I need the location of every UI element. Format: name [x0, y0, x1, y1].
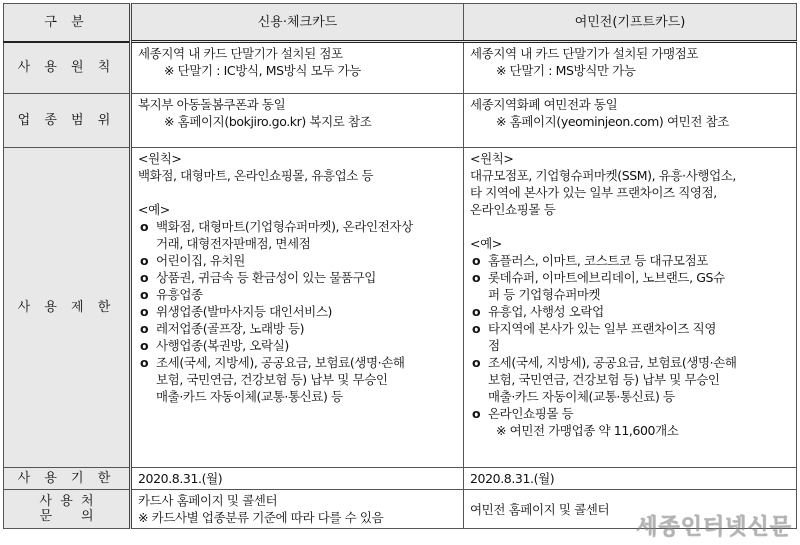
note-line: ※ 홈페이지(yeominjeon.com) 여민전 참조: [496, 114, 729, 129]
row-usage-principle: [4, 42, 797, 94]
example-title: <예>: [470, 236, 502, 251]
principle-text: 백화점, 대형마트, 온라인쇼핑몰, 유흥업소 등: [138, 168, 374, 183]
list-item: o 어린이집, 유치원: [138, 252, 457, 269]
list-item: o 유흥업, 사행성 오락업: [470, 303, 790, 320]
list-item: o 상품권, 귀금속 등 환금성이 있는 물품구입: [138, 269, 457, 286]
watermark: 세종인터넷신문: [636, 515, 792, 540]
list-item-continuation: 거래, 대형전자판매점, 면세점: [156, 236, 311, 251]
row-business-scope: [4, 94, 797, 148]
list-item-continuation: 보험, 국민연금, 건강보험 등) 납부 및 무승인: [488, 372, 720, 387]
text-line: 복지부 아동돌봄쿠폰과 동일: [138, 97, 286, 112]
cell-scope-gift: [464, 94, 797, 148]
list-item: o 타지역에 본사가 있는 일부 프랜차이즈 직영: [470, 320, 790, 337]
spacer: [470, 218, 790, 235]
list-item: o 백화점, 대형마트(기업형슈퍼마켓), 온라인전자상: [138, 218, 457, 235]
label-business-scope: 업 종 범 위: [4, 94, 131, 148]
list-item: o 조세(국세, 지방세), 공공요금, 보험료(생명·손해: [470, 354, 790, 371]
text-line: 세종지역화폐 여민전과 동일: [470, 97, 618, 112]
label-usage-restriction: 사 용 제 한: [4, 148, 131, 468]
header-credit-check-card: 신용·체크카드: [131, 4, 464, 42]
list-item: o 레저업종(골프장, 노래방 등): [138, 320, 457, 337]
list-item-continuation: 매출·카드 자동이체(교통·통신료) 등: [156, 389, 343, 404]
header-yeominjeon-gift-card: 여민전(기프트카드): [464, 4, 797, 42]
list-item: o 사행업종(복권방, 오락실): [138, 337, 457, 354]
comparison-table: [3, 3, 797, 529]
list-item: o 유흥업종: [138, 286, 457, 303]
principle-text: 온라인쇼핑몰 등: [470, 202, 556, 217]
principle-title: <원칙>: [138, 151, 182, 166]
example-title: <예>: [138, 202, 170, 217]
note-line: ※ 단말기 : IC방식, MS방식 모두 가능: [164, 63, 361, 78]
cell-deadline-gift: 2020.8.31.(월): [464, 468, 797, 490]
list-item: o 롯데슈퍼, 이마트에브리데이, 노브랜드, GS슈: [470, 269, 790, 286]
list-item: o 홈플러스, 이마트, 코스트코 등 대규모점포: [470, 252, 790, 269]
text-line: 세종지역 내 카드 단말기가 설치된 점포: [138, 46, 343, 61]
header-label: 구 분: [4, 4, 131, 42]
cell-restriction-credit: [131, 148, 464, 468]
list-item-continuation: 퍼 등 기업형슈퍼마켓: [488, 287, 601, 302]
note-line: ※ 홈페이지(bokjiro.go.kr) 복지로 참조: [164, 114, 372, 129]
spacer: [138, 184, 457, 201]
list-item: o 조세(국세, 지방세), 공공요금, 보험료(생명·손해: [138, 354, 457, 371]
cell-scope-credit: [131, 94, 464, 148]
cell-principle-credit: [131, 42, 464, 94]
label-inquiry: [4, 490, 131, 529]
row-usage-restriction: [4, 148, 797, 468]
list-item-continuation: 점: [488, 338, 500, 353]
cell-inquiry-credit: [131, 490, 464, 529]
label-line: 사 용 처: [39, 494, 94, 509]
principle-title: <원칙>: [470, 151, 514, 166]
label-usage-principle: 사 용 원 칙: [4, 42, 131, 94]
label-line: 문 의: [39, 509, 94, 524]
note-line: ※ 여민전 가맹업종 약 11,600개소: [496, 423, 679, 438]
principle-text: 대규모점포, 기업형슈퍼마켓(SSM), 유흥·사행업소,: [470, 168, 736, 183]
label-usage-deadline: 사 용 기 한: [4, 468, 131, 490]
note-line: ※ 단말기 : MS방식만 가능: [496, 63, 636, 78]
header-row: [4, 4, 797, 42]
text-line: 카드사 홈페이지 및 콜센터: [138, 493, 278, 508]
cell-restriction-gift: [464, 148, 797, 468]
cell-deadline-credit: 2020.8.31.(월): [131, 468, 464, 490]
list-item: o 위생업종(발마사지등 대인서비스): [138, 303, 457, 320]
row-usage-deadline: [4, 468, 797, 490]
text-line: 여민전 홈페이지 및 콜센터: [470, 501, 610, 517]
text-line: 세종지역 내 카드 단말기가 설치된 가맹점포: [470, 46, 699, 61]
list-item-continuation: 보험, 국민연금, 건강보험 등) 납부 및 무승인: [156, 372, 388, 387]
list-item: o 온라인쇼핑몰 등: [470, 405, 790, 422]
note-line: ※ 카드사별 업종분류 기준에 따라 다를 수 있음: [138, 510, 384, 525]
list-item-continuation: 매출·카드 자동이체(교통·통신료) 등: [488, 389, 675, 404]
cell-principle-gift: [464, 42, 797, 94]
principle-text: 타 지역에 본사가 있는 일부 프랜차이즈 직영점,: [470, 185, 717, 200]
